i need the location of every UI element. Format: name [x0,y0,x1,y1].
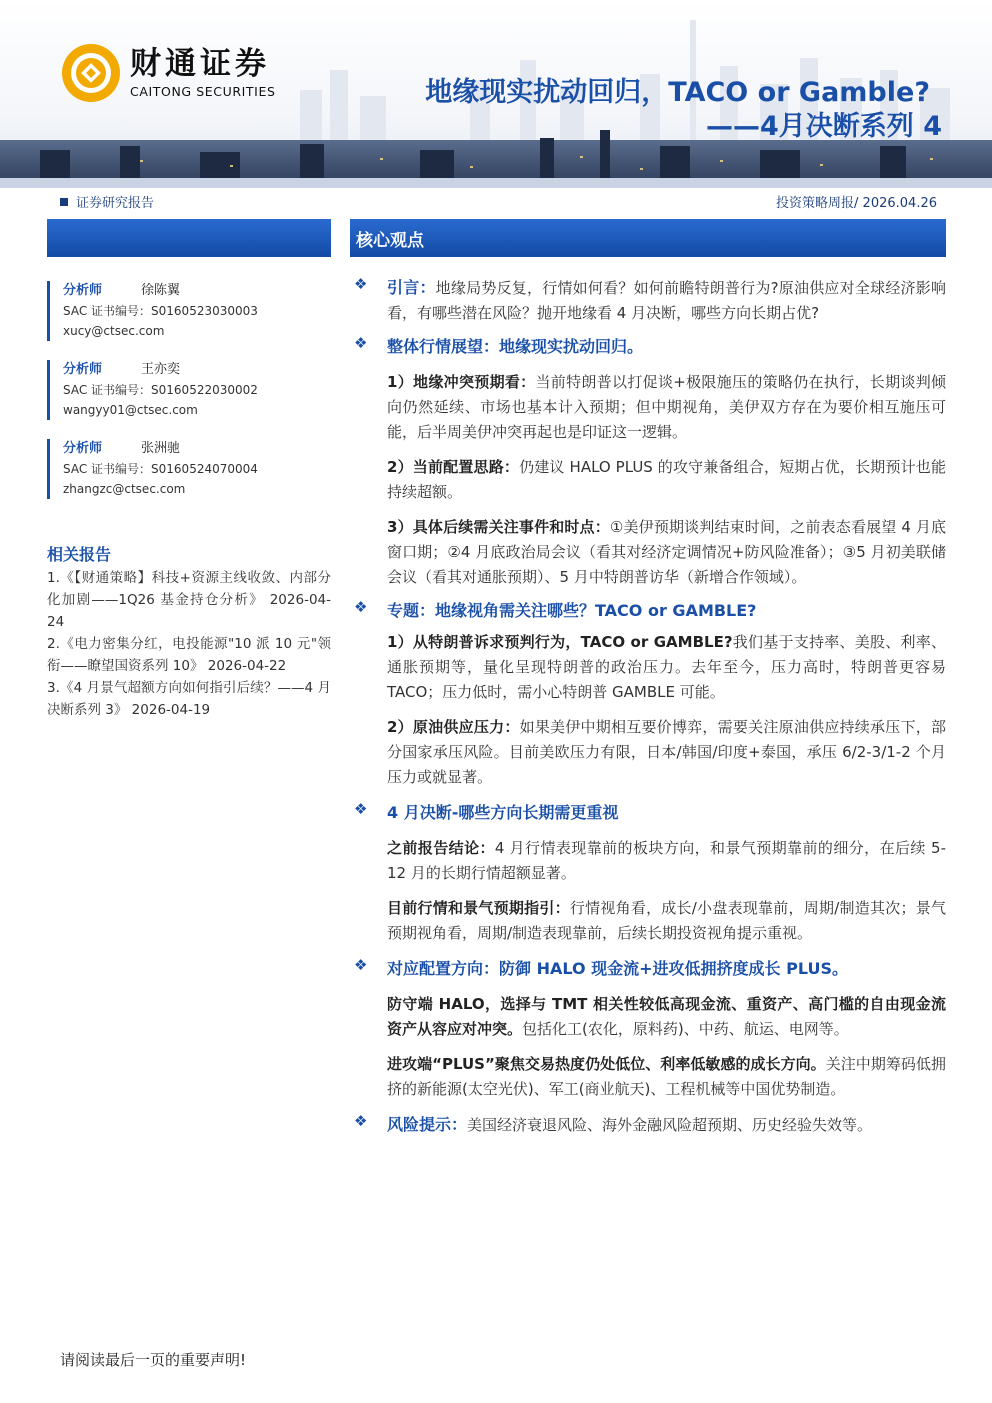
related-report-link[interactable]: 1.《【财通策略】科技+资源主线收敛、内部分化加剧——1Q26 基金持仓分析》 2026-04-24 [47,570,331,630]
diamond-bullet-icon: ❖ [354,1112,368,1130]
analyst-email[interactable]: wangyy01@ctsec.com [63,403,198,417]
paragraph-label: 1）从特朗普诉求预判行为，TACO or GAMBLE? [387,633,733,651]
paragraph-label: 防守端 HALO，选择与 TMT 相关性较低高现金流、重资产、高门槛的自由现金流资产从容应对冲突。 [387,995,946,1038]
paragraph-label: 3）具体后续需关注事件和时点： [387,518,610,536]
core-view-title: 核心观点 [356,230,424,251]
diamond-bullet-icon: ❖ [354,800,368,818]
diamond-bullet-icon: ❖ [354,598,368,616]
logo-english-name: CAITONG SECURITIES [130,84,276,99]
related-reports-list [47,567,331,721]
report-subtitle: ——4月决断系列 4 [706,111,942,142]
analyst-name: 张洲驰 [141,441,181,456]
section-heading [350,334,946,360]
paragraph [387,630,946,705]
paragraph-text: 行情视角看，成长/小盘表现靠前，周期/制造其次；景气预期视角看，周期/制造表现靠前，后续长期投资视角提示重视。 [387,899,946,942]
risk-bullet [350,1112,946,1138]
analyst-sac: SAC 证书编号：S0160522030002 [63,383,258,397]
analyst-card [47,439,331,499]
analyst-role: 分析师 [63,362,103,377]
paragraph-text: ①美伊预期谈判结束时间，之前表态看展望 4 月底窗口期；②4 月底政治局会议（看其对经济定调情况+防风险准备）；③5 月初美联储会议（看其对通胀预期）、5 月中特朗普访华（新增合作领域）。 [387,518,946,586]
related-report-link[interactable]: 2.《电力密集分红，电投能源"10 派 10 元"领衔——瞭望国资系列 10》 2026-04-22 [47,636,331,674]
square-icon [60,198,68,206]
risk-label: 风险提示： [387,1115,468,1134]
paragraph [387,515,946,590]
section-title: 专题：地缘视角需关注哪些？TACO or GAMBLE? [387,601,757,620]
paragraph-label: 之前报告结论： [387,839,495,857]
paragraph [387,896,946,946]
risk-text: 美国经济衰退风险、海外金融风险超预期、历史经验失效等。 [467,1116,873,1134]
paragraph-text: 我们基于支持率、美股、利率、通胀预期等，量化呈现特朗普的政治压力。去年至今，压力高时，特朗普更容易 TACO；压力低时，需小心特朗普 GAMBLE 可能。 [387,633,946,701]
paragraph-text: 仍建议 HALO PLUS 的攻守兼备组合，短期占优，长期预计也能持续超额。 [387,458,946,501]
analyst-card [47,281,331,341]
paragraph [387,836,946,886]
core-view-content [350,275,946,1138]
paragraph [387,992,946,1042]
diamond-bullet-icon: ❖ [354,334,368,352]
analyst-email[interactable]: zhangzc@ctsec.com [63,482,186,496]
company-logo [60,42,276,104]
coin-logo-icon [60,42,122,104]
analyst-sac: SAC 证书编号：S0160523030003 [63,304,258,318]
intro-bullet [350,275,946,326]
analyst-email[interactable]: xucy@ctsec.com [63,324,165,338]
paragraph-text: 4 月行情表现靠前的板块方向，和景气预期靠前的细分，在后续 5-12 月的长期行情超额显著。 [387,839,946,882]
section-title: 整体行情展望：地缘现实扰动回归。 [387,337,644,356]
section-title: 4 月决断-哪些方向长期需更重视 [387,803,619,822]
intro-text: 地缘局势反复，行情如何看？如何前瞻特朗普行为?原油供应对全球经济影响看，有哪些潜在风险？抛开地缘看 4 月决断，哪些方向长期占优? [387,279,946,322]
diamond-bullet-icon: ❖ [354,275,368,293]
section-heading [350,800,946,826]
paragraph [387,455,946,505]
paragraph-text: 包括化工(农化，原料药)、中药、航运、电网等。 [522,1020,849,1038]
logo-chinese-name: 财通证券 [130,46,270,82]
paragraph-label: 1）地缘冲突预期看： [387,373,536,391]
paragraph-label: 2）原油供应压力： [387,718,520,736]
paragraph-text: 关注中期筹码低拥挤的新能源(太空光伏)、军工(商业航天)、工程机械等中国优势制造。 [387,1055,946,1098]
report-type-label: 证券研究报告 [76,196,155,211]
report-title: 地缘现实扰动回归，TACO or Gamble? [425,77,930,108]
paragraph-label: 进攻端“PLUS”聚焦交易热度仍处低位、利率低敏感的成长方向。 [387,1055,826,1073]
paragraph-label: 2）当前配置思路： [387,458,520,476]
left-column-header-bar [47,219,331,257]
analyst-card [47,360,331,420]
paragraph [387,715,946,790]
section-heading [350,598,946,624]
analyst-sac: SAC 证书编号：S0160524070004 [63,462,258,476]
report-date: 投资策略周报/ 2026.04.26 [776,196,937,211]
paragraph [387,370,946,445]
disclaimer-notice: 请阅读最后一页的重要声明! [60,1351,247,1369]
paragraph-label: 目前行情和景气预期指引： [387,899,570,917]
analyst-name: 徐陈翼 [141,283,181,298]
report-type [60,192,154,211]
report-header [0,0,992,188]
analyst-role: 分析师 [63,283,103,298]
section-title: 对应配置方向：防御 HALO 现金流+进攻低拥挤度成长 PLUS。 [387,959,848,978]
related-report-link[interactable]: 3.《4 月景气超额方向如何指引后续？——4 月决断系列 3》 2026-04-19 [47,680,331,718]
analyst-name: 王亦奕 [141,362,181,377]
intro-label: 引言： [387,278,436,297]
diamond-bullet-icon: ❖ [354,956,368,974]
paragraph-text: 如果美伊中期相互要价博弈，需要关注原油供应持续承压下，部分国家承压风险。目前美欧压力有限，日本/韩国/印度+泰国，承压 6/2-3/1-2 个月压力或就显著。 [387,718,946,786]
paragraph-text: 当前特朗普以打促谈+极限施压的策略仍在执行，长期谈判倾向仍然延续、市场也基本计入预期；但中期视角，美伊双方存在为要价相互施压可能，后半周美伊冲突再起也是印证这一逻辑。 [387,373,946,441]
related-reports-title: 相关报告 [47,545,112,564]
paragraph [387,1052,946,1102]
section-heading [350,956,946,982]
core-view-header-bar [350,219,946,257]
analyst-role: 分析师 [63,441,103,456]
